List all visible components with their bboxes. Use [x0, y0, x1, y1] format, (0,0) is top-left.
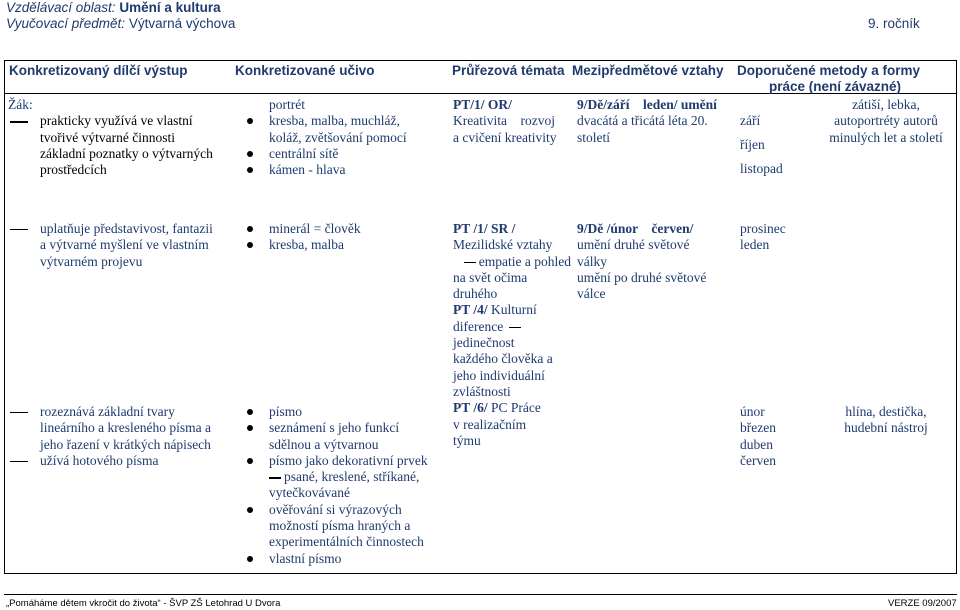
list-item: druhého [453, 286, 498, 302]
list-item: v realizačním [453, 416, 527, 432]
list-item: empatie a pohled [453, 254, 571, 270]
list-item: experimentálních činnostech [269, 534, 424, 550]
list-item: kresba, malba, muchláž, [244, 113, 444, 129]
list-item: užívá hotového písma [8, 453, 233, 469]
list-item: a výtvarné myšlení ve vlastním [40, 237, 209, 253]
list-item: každého člověka a [453, 351, 553, 367]
list-item: zvláštnosti [453, 383, 511, 399]
list-item: diference [453, 319, 571, 335]
list-item: kámen - hlava [244, 162, 444, 178]
subject-value: Výtvarná výchova [128, 16, 236, 31]
list-item: tvořivé výtvarné činnosti [40, 129, 175, 145]
list-item: portrét [269, 97, 305, 112]
footer-version: VERZE 09/2007 [888, 598, 957, 609]
list-item: hudební nástroj [844, 420, 928, 436]
row1-months [740, 109, 820, 181]
col-methods-header-2: práce (není závazné) [769, 79, 902, 94]
list-item: vlastní písmo [244, 551, 449, 567]
row3-months [740, 404, 820, 469]
list-item: písmo jako dekorativní prvek [244, 453, 449, 469]
list-item: říjen [740, 137, 765, 152]
list-item: hlína, destička, [845, 404, 927, 419]
list-item: umění druhé světové [577, 237, 690, 253]
list-item: leden [740, 237, 770, 253]
list-item: březen [740, 420, 776, 436]
row3-content [244, 404, 449, 567]
col-outcome-header: Konkretizovaný dílčí výstup [9, 63, 188, 78]
list-item: koláž, zvětšování pomocí [269, 129, 407, 145]
list-item: 9/Dě /únor červen/ [577, 221, 694, 236]
list-item: ověřování si výrazových [244, 502, 449, 518]
list-item: únor [740, 404, 765, 419]
list-item: září [740, 113, 761, 128]
subject-heading [6, 15, 235, 32]
list-item: vytečkovávané [269, 485, 350, 501]
col-themes-header: Průřezová témata [452, 63, 565, 78]
list-item: války [577, 253, 607, 269]
row1-content [244, 97, 444, 178]
list-item: uplatňuje představivost, fantazii [8, 221, 233, 237]
list-item: listopad [740, 161, 783, 176]
list-item: seznámení s jeho funkcí [244, 420, 449, 436]
list-item: PT /1/ SR / [453, 221, 516, 236]
col-content-header: Konkretizované učivo [235, 63, 375, 78]
list-item: století [577, 129, 610, 145]
row3-outcome [8, 404, 233, 469]
list-item: možností písma hraných a [269, 518, 411, 534]
list-item: minerál = člověk [244, 221, 444, 237]
list-item: jedinečnost [453, 335, 515, 351]
list-item: centrální sítě [244, 146, 444, 162]
list-item: PT/1/ OR/ [453, 97, 512, 112]
list-item: jeho řazení v krátkých nápisech [40, 436, 211, 452]
table-header-row [4, 60, 957, 94]
list-item: základní poznatky o výtvarných [40, 145, 213, 161]
row2-themes [453, 221, 571, 449]
row1-themes [453, 97, 565, 146]
list-item: jeho individuální [453, 367, 545, 383]
list-item: kresba, malba [244, 237, 444, 253]
col-relations-header: Mezipředmětové vztahy [572, 63, 724, 78]
row2-outcome [8, 221, 233, 270]
list-item: válce [577, 286, 606, 302]
pupil-label: Žák: [8, 97, 33, 112]
list-item: umění po druhé světové [577, 269, 707, 285]
footer-left: „Pomáháme dětem vkročit do života“ - ŠVP ZŠ Letohrad U Dvora [6, 598, 281, 609]
list-item: písmo [244, 404, 449, 420]
list-item: rozeznává základní tvary [8, 404, 233, 420]
grade-label: 9. ročník [868, 16, 920, 31]
list-item: červen [740, 452, 776, 468]
area-label: Vzdělávací oblast: [6, 0, 116, 15]
list-item: minulých let a století [829, 129, 943, 145]
row1-methods [812, 97, 960, 146]
list-item: duben [740, 436, 773, 452]
list-item: prosinec [740, 221, 786, 236]
list-item: sdělnou a výtvarnou [269, 436, 379, 452]
list-item: psané, kreslené, stříkané, [244, 469, 449, 485]
subject-label: Vyučovací předmět: [6, 16, 126, 31]
row1-relations [577, 97, 737, 146]
list-item: PT /4/ Kulturní [453, 302, 537, 318]
row1-outcome [8, 97, 228, 178]
list-item: 9/Dě/září leden/ umění [577, 97, 717, 112]
col-methods-header: Doporučené metody a formy [737, 63, 921, 78]
list-item: a cvičení kreativity [453, 129, 557, 145]
row2-months [740, 221, 820, 254]
footer-divider [4, 594, 957, 595]
area-value: Umění a kultura [119, 0, 221, 15]
list-item: na svět očima [453, 269, 528, 285]
list-item: výtvarném projevu [40, 253, 143, 269]
list-item: Mezilidské vztahy [453, 237, 553, 253]
row2-relations [577, 221, 737, 302]
list-item: lineárního a kresleného písma a [40, 420, 211, 436]
list-item: zátiší, lebka, [852, 97, 920, 112]
list-item: týmu [453, 432, 481, 448]
list-item: autoportréty autorů [834, 113, 938, 129]
list-item: dvacátá a třicátá léta 20. [577, 113, 708, 129]
row3-methods [812, 404, 960, 437]
row2-content [244, 221, 444, 254]
area-heading [6, 0, 221, 16]
list-item: prakticky využívá ve vlastní [8, 113, 228, 129]
list-item: prostředcích [40, 162, 107, 178]
list-item: PT /6/ PC Práce [453, 400, 541, 416]
list-item: Kreativita rozvoj [453, 113, 555, 129]
